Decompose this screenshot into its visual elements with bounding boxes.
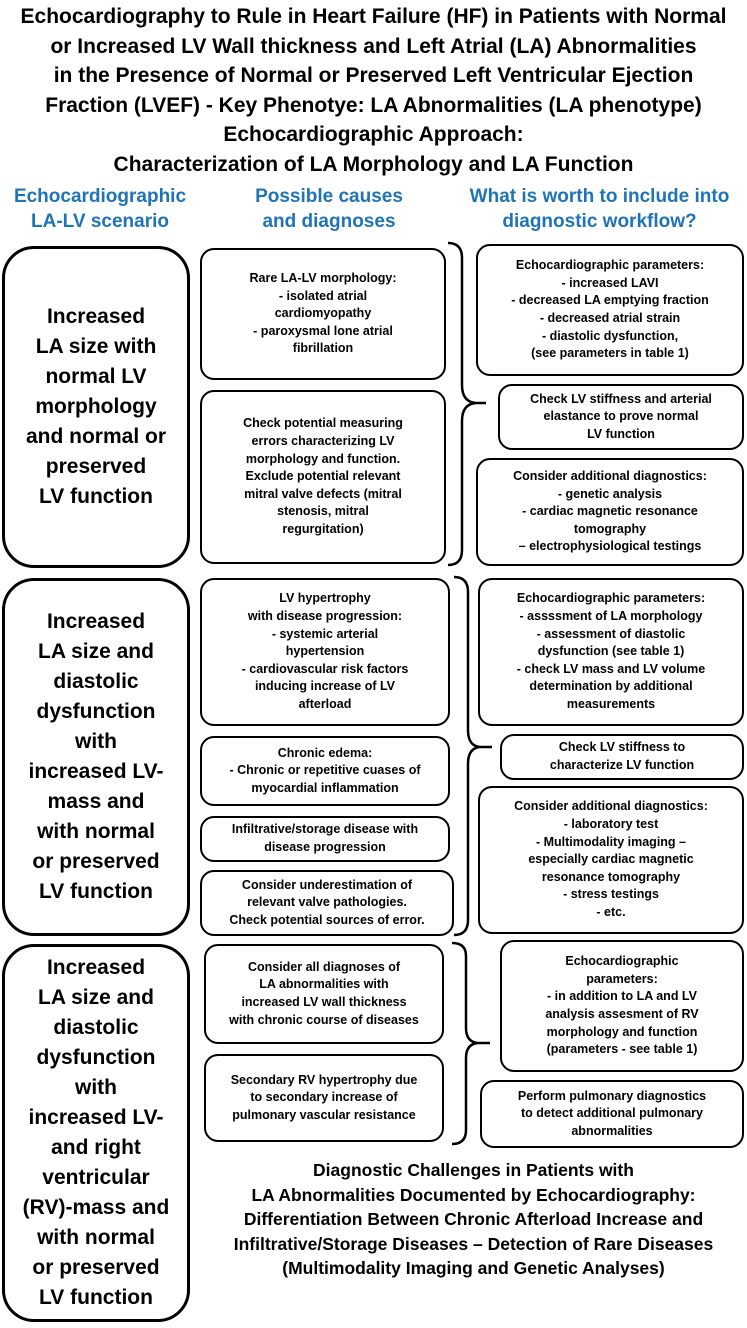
column-header-workflow: What is worth to include into diagnostic workflow?	[469, 186, 730, 232]
cause-box-underestimation: Consider underestimation of relevant valve pathologies. Check potential sources of error.	[200, 870, 454, 936]
title-line: Echocardiography to Rule in Heart Failure (HF) in Patients with Normal	[20, 5, 727, 28]
scenario-box-3: Increased LA size and diastolic dysfunction with increased LV- and right ventricular (RV)-mass and with normal or preserved LV function	[2, 944, 190, 1322]
footer-line: Infiltrative/Storage Diseases – Detection of Rare Diseases	[233, 1233, 714, 1254]
footer-line: LA Abnormalities Documented by Echocardiography:	[251, 1184, 696, 1205]
cause-box-chronic-edema: Chronic edema: - Chronic or repetitive cuases of myocardial inflammation	[200, 736, 450, 806]
diagnostic-challenges-text	[200, 1158, 747, 1281]
workflow-box-echo-params-2: Echocardiographic parameters: - assssment of LA morphology - assessment of diastolic dysfunction (see table 1) - check LV mass and LV volume determination by additional measurements	[478, 578, 744, 726]
title-line: in the Presence of Normal or Preserved Left Ventricular Ejection	[53, 64, 694, 87]
scenario-box-2: Increased LA size and diastolic dysfunction with increased LV- mass and with normal or preserved LV function	[2, 578, 190, 936]
workflow-box-lv-stiffness-2: Check LV stiffness to characterize LV function	[500, 734, 744, 780]
workflow-box-additional-diagnostics-1: Consider additional diagnostics: - genetic analysis - cardiac magnetic resonance tomography – electrophysiological testings	[476, 458, 744, 566]
workflow-box-pulmonary: Perform pulmonary diagnostics to detect additional pulmonary abnormalities	[480, 1080, 744, 1148]
title-line: or Increased LV Wall thickness and Left Atrial (LA) Abnormalities	[50, 34, 697, 58]
cause-box-all-diagnoses: Consider all diagnoses of LA abnormalities with increased LV wall thickness with chronic course of diseases	[204, 944, 444, 1044]
title-line: Characterization of LA Morphology and LA Function	[113, 152, 634, 176]
cause-box-rare-morphology: Rare LA-LV morphology: - isolated atrial cardiomyopathy - paroxysmal lone atrial fibrillation	[200, 248, 446, 380]
column-header-causes: Possible causes and diagnoses	[255, 186, 403, 232]
footer-line: Differentiation Between Chronic Afterload Increase and	[243, 1209, 704, 1229]
footer-line: Diagnostic Challenges in Patients with	[313, 1160, 634, 1180]
footer-line: (Multimodality Imaging and Genetic Analyses)	[282, 1258, 665, 1278]
workflow-box-additional-diagnostics-2: Consider additional diagnostics: - laboratory test - Multimodality imaging – especially cardiac magnetic resonance tomography - stress testings - etc.	[478, 786, 744, 934]
cause-box-measuring-errors: Check potential measuring errors characterizing LV morphology and function. Exclude potential relevant mitral valve defects (mitral stenosis, mitral regurgitation)	[200, 390, 446, 564]
title-line: Echocardiographic Approach:	[223, 123, 524, 146]
column-header-scenario: Echocardiographic LA-LV scenario	[13, 186, 187, 232]
workflow-box-echo-params-3: Echocardiographic parameters: - in addition to LA and LV analysis assesment of RV morphology and function (parameters - see table 1)	[500, 940, 744, 1072]
cause-box-rv-hypertrophy: Secondary RV hypertrophy due to secondary increase of pulmonary vascular resistance	[204, 1054, 444, 1142]
title-line: Fraction (LVEF) - Key Phenotye: LA Abnormalities (LA phenotype)	[45, 93, 702, 117]
cause-box-infiltrative-disease: Infiltrative/storage disease with disease progression	[200, 816, 450, 862]
workflow-box-lv-stiffness-1: Check LV stiffness and arterial elastance to prove normal LV function	[498, 384, 744, 450]
cause-box-lv-hypertrophy: LV hypertrophy with disease progression: - systemic arterial hypertension - cardiovascular risk factors inducing increase of LV afterload	[200, 578, 450, 726]
workflow-box-echo-params-1: Echocardiographic parameters: - increased LAVI - decreased LA emptying fraction - decreased atrial strain - diastolic dysfunction, (see parameters in table 1)	[476, 244, 744, 376]
scenario-box-1: Increased LA size with normal LV morphology and normal or preserved LV function	[2, 246, 190, 568]
diagram-title	[0, 2, 747, 179]
